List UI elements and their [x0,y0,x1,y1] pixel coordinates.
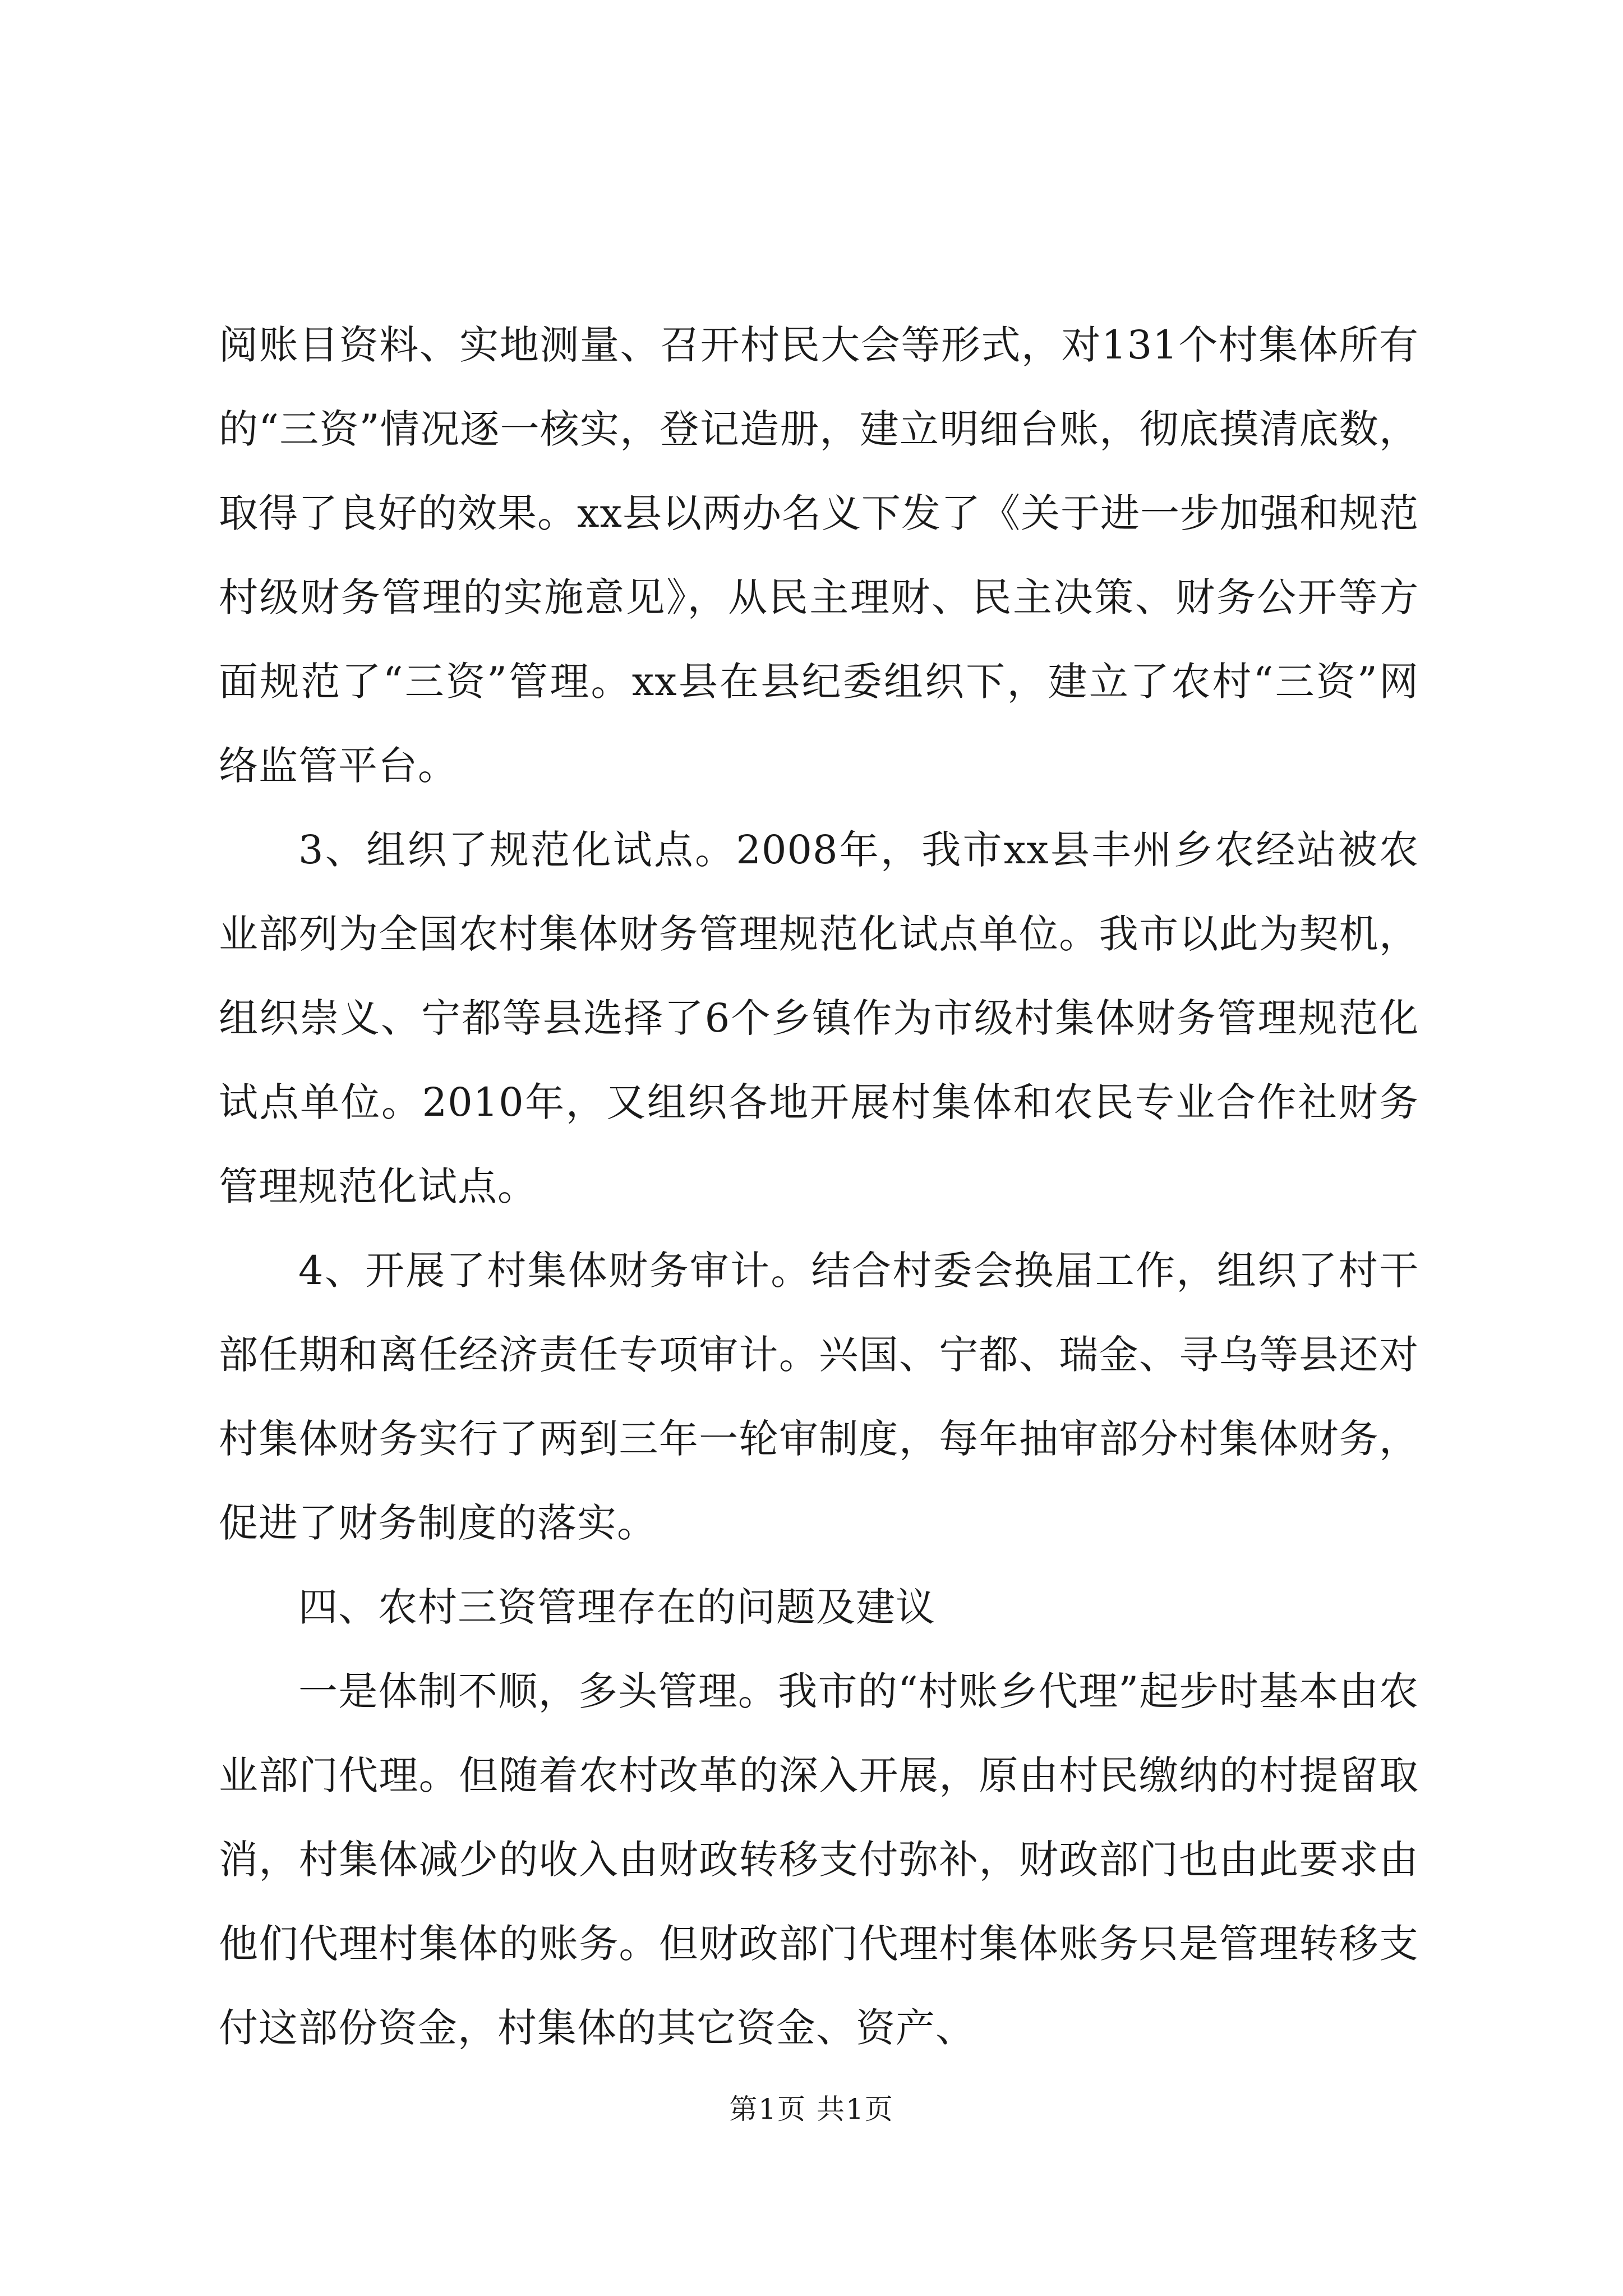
paragraph-pilot-standardization: 3、组织了规范化试点。2008年，我市xx县丰州乡农经站被农业部列为全国农村集体财务管理规范化试点单位。我市以此为契机，组织崇义、宁都等县选择了6个乡镇作为市级村集体财务管理规范化试点单位。2010年，又组织各地开展村集体和农民专业合作社财务管理规范化试点。 [219,827,1419,1209]
paragraph-management-system: 一是体制不顺，多头管理。我市的“村账乡代理”起步时基本由农业部门代理。但随着农村改革的深入开展，原由村民缴纳的村提留取消，村集体减少的收入由财政转移支付弥补，财政部门也由此要求由他们代理村集体的账务。但财政部门代理村集体账务只是管理转移支付这部份资金，村集体的其它资金、资产、 [219,1668,1419,2051]
section-heading-problems: 四、农村三资管理存在的问题及建议 [298,1584,935,1630]
page-number-label: 第1页 共1页 [729,2093,894,2125]
paragraph-financial-audit: 4、开展了村集体财务审计。结合村委会换届工作，组织了村干部任期和离任经济责任专项审计。兴国、宁都、瑞金、寻乌等县还对村集体财务实行了两到三年一轮审制度，每年抽审部分村集体财务，促进了财务制度的落实。 [219,1248,1419,1546]
document-body [219,303,1419,2070]
page-footer [0,2090,1623,2129]
paragraph-continuation: 阅账目资料、实地测量、召开村民大会等形式，对131个村集体所有的“三资”情况逐一核实，登记造册，建立明细台账，彻底摸清底数，取得了良好的效果。xx县以两办名义下发了《关于进一步加强和规范村级财务管理的实施意见》，从民主理财、民主决策、财务公开等方面规范了“三资”管理。xx县在县纪委组织下，建立了农村“三资”网络监管平台。 [219,322,1419,789]
